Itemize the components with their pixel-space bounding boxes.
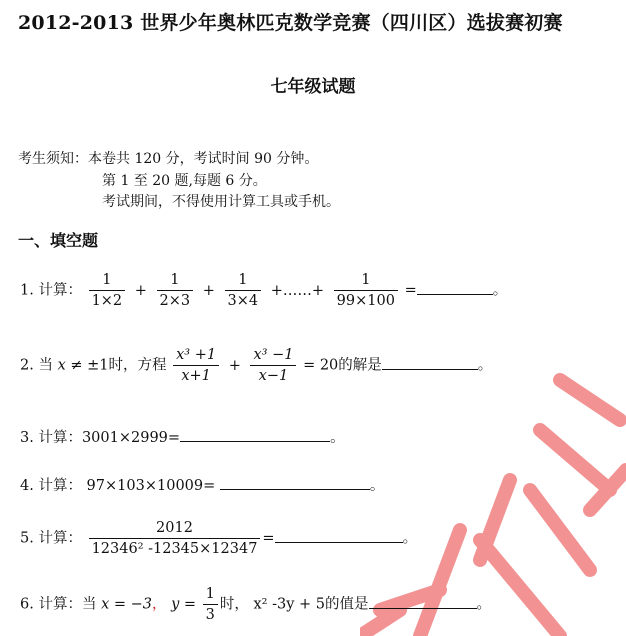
q1-fraction-3 — [225, 270, 262, 311]
q6-prefix: 计算：当 — [38, 596, 97, 613]
section-fill-in-blank: 一、填空题 — [18, 231, 99, 250]
question-3 — [20, 426, 345, 447]
q6-fraction — [203, 584, 218, 625]
q1-end: 。 — [492, 282, 508, 299]
exam-subtitle: 七年级试题 — [270, 77, 356, 97]
q6-f-den: 3 — [205, 607, 215, 623]
exam-title: 2012-2013 世界少年奥林匹克数学竞赛（四川区）选拔赛初赛 — [18, 12, 563, 34]
q5-answer-blank[interactable] — [275, 528, 403, 543]
q6-mid: 时， — [219, 596, 249, 613]
q2-f1-num: x³ +1 — [173, 345, 219, 366]
q5-fraction — [89, 518, 261, 559]
q2-fraction-1 — [173, 345, 219, 386]
q2-end: 。 — [477, 357, 493, 374]
q3-answer-blank[interactable] — [180, 427, 330, 442]
question-5 — [20, 518, 417, 559]
notice-line-1 — [18, 148, 318, 168]
q2-number: 2. — [20, 357, 34, 374]
q1-f3-den: 3×4 — [227, 293, 259, 309]
q1-equals: = — [404, 282, 417, 299]
q2-f1-den: x+1 — [181, 368, 211, 384]
q4-end: 。 — [369, 478, 385, 494]
q1-fraction-4 — [334, 270, 398, 311]
q2-condition: ≠ ±1时，方程 — [70, 357, 167, 374]
q1-f2-num: 1 — [157, 270, 194, 291]
question-1 — [20, 270, 507, 311]
q2-variable-x: x — [57, 357, 66, 374]
q5-end: 。 — [402, 530, 418, 547]
q4-answer-blank[interactable] — [220, 475, 370, 490]
question-6 — [20, 584, 491, 625]
question-4 — [20, 474, 384, 495]
q1-label: 计算： — [38, 282, 82, 299]
q1-fraction-1 — [89, 270, 126, 311]
q5-f-num: 2012 — [89, 518, 261, 539]
question-2 — [20, 345, 492, 386]
q6-f-num: 1 — [203, 584, 218, 605]
q4-number: 4. — [20, 478, 34, 494]
q1-ellipsis: +……+ — [270, 282, 325, 299]
notice-label: 考生须知： — [18, 151, 88, 167]
notice-line-3: 考试期间，不得使用计算工具或手机。 — [102, 194, 340, 210]
q3-number: 3. — [20, 430, 34, 446]
q6-y-label: y = — [171, 596, 197, 613]
q6-comma: ， — [151, 596, 167, 613]
q2-f2-num: x³ −1 — [250, 345, 296, 366]
q2-plus: + — [228, 357, 241, 374]
q1-f1-den: 1×2 — [91, 293, 123, 309]
q5-label: 计算： — [38, 530, 82, 547]
q1-number: 1. — [20, 282, 34, 299]
q2-f2-den: x−1 — [258, 368, 289, 384]
q1-f3-num: 1 — [225, 270, 262, 291]
q2-fraction-2 — [250, 345, 296, 386]
q6-x-value: x = −3 — [101, 596, 152, 613]
q1-fraction-2 — [157, 270, 194, 311]
q6-number: 6. — [20, 596, 34, 613]
q1-f2-den: 2×3 — [159, 293, 191, 309]
notice-line-2: 第 1 至 20 题,每题 6 分。 — [102, 173, 267, 189]
q5-equals: = — [262, 530, 275, 547]
q1-f4-den: 99×100 — [336, 293, 395, 309]
notice-text-1: 本卷共 120 分，考试时间 90 分钟。 — [88, 151, 319, 167]
q6-answer-blank[interactable] — [369, 594, 477, 609]
q5-number: 5. — [20, 530, 34, 547]
q1-f1-num: 1 — [89, 270, 126, 291]
q1-plus-2: + — [202, 282, 215, 299]
q6-expression: x² -3y + 5的值是 — [253, 596, 369, 613]
q2-equation-rhs: = 20的解是 — [303, 357, 382, 374]
q5-f-den: 12346² -12345×12347 — [91, 541, 258, 557]
q3-text: 计算：3001×2999= — [38, 430, 181, 446]
q1-answer-blank[interactable] — [417, 280, 493, 295]
q2-prefix: 当 — [38, 357, 53, 374]
q6-end: 。 — [476, 596, 492, 613]
q4-text: 计算： 97×103×10009= — [38, 478, 220, 494]
q1-f4-num: 1 — [334, 270, 398, 291]
q2-answer-blank[interactable] — [382, 355, 478, 370]
q3-end: 。 — [330, 430, 345, 446]
q1-plus-1: + — [134, 282, 147, 299]
